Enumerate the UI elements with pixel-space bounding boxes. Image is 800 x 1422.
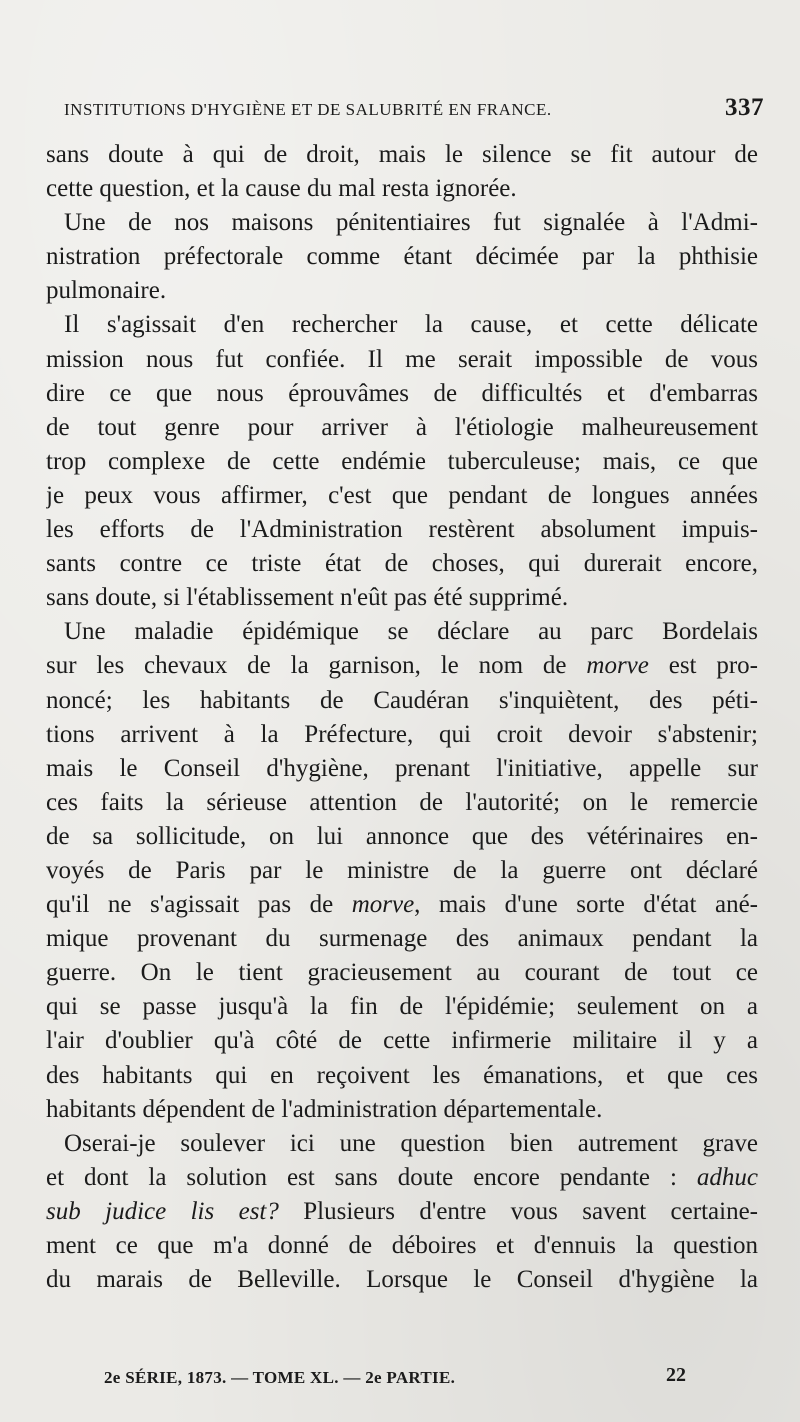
text-line: et dont la solution est sans doute encore pendante : adhuc (46, 1163, 758, 1191)
text-line: Oserai-je soulever ici une question bien autrement grave (64, 1129, 758, 1157)
text-line: sub judice lis est? Plusieurs d'entre vous savent certaine- (46, 1197, 758, 1225)
text-line: sans doute à qui de droit, mais le silence se fit autour de (46, 141, 758, 168)
running-title: INSTITUTIONS D'HYGIÈNE ET DE SALUBRITÉ EN FRANCE. (64, 100, 552, 119)
text-line: sants contre ce triste état de choses, qui durerait encore, (46, 550, 758, 578)
text-line: sur les chevaux de la garnison, le nom de morve est pro- (46, 652, 758, 680)
text-line: Il s'agissait d'en rechercher la cause, et cette délicate (64, 311, 758, 339)
running-head (64, 94, 764, 130)
text-line: dire ce que nous éprouvâmes de difficultés et d'embarras (46, 379, 758, 407)
footer-series-info: 2e SÉRIE, 1873. — TOME XL. — 2e PARTIE. (104, 1368, 456, 1387)
text-line: Une maladie épidémique se déclare au parc Bordelais (64, 618, 758, 646)
text-line: mique provenant du surmenage des animaux pendant la (46, 925, 758, 953)
text-line: qu'il ne s'agissait pas de morve, mais d'une sorte d'état ané- (46, 891, 758, 919)
text-line: habitants dépendent de l'administration départementale. (46, 1095, 603, 1123)
footer-signature-mark: 22 (666, 1364, 686, 1386)
text-line: qui se passe jusqu'à la fin de l'épidémie; seulement on a (46, 993, 758, 1021)
text-line: de sa sollicitude, on lui annonce que des vétérinaires en- (46, 822, 758, 850)
text-line: pulmonaire. (46, 277, 167, 305)
text-line: tions arrivent à la Préfecture, qui croit devoir s'abstenir; (46, 720, 758, 748)
body-text (46, 138, 758, 1297)
text-line: ment ce que m'a donné de déboires et d'ennuis la question (46, 1232, 758, 1259)
text-line: des habitants qui en reçoivent les émanations, et que ces (46, 1061, 758, 1089)
text-line: sans doute, si l'établissement n'eût pas été supprimé. (46, 584, 569, 612)
text-line: mais le Conseil d'hygiène, prenant l'initiative, appelle sur (46, 754, 758, 782)
text-line: trop complexe de cette endémie tuberculeuse; mais, ce que (46, 447, 758, 475)
text-line: du marais de Belleville. Lorsque le Conseil d'hygiène la (46, 1266, 758, 1294)
text-line: Une de nos maisons pénitentiaires fut signalée à l'Admi- (64, 209, 758, 237)
text-line: mission nous fut confiée. Il me serait impossible de vous (46, 345, 758, 373)
text-line: de tout genre pour arriver à l'étiologie malheureusement (46, 413, 758, 441)
text-line: voyés de Paris par le ministre de la guerre ont déclaré (46, 856, 758, 884)
text-line: l'air d'oublier qu'à côté de cette infirmerie militaire il y a (46, 1027, 758, 1055)
text-line: nistration préfectorale comme étant décimée par la phthisie (46, 243, 758, 271)
text-line: noncé; les habitants de Caudéran s'inquiètent, des péti- (46, 686, 758, 714)
text-line: cette question, et la cause du mal resta ignorée. (46, 175, 517, 203)
text-line: les efforts de l'Administration restèrent absolument impuis- (46, 516, 758, 544)
text-line: guerre. On le tient gracieusement au courant de tout ce (46, 959, 758, 987)
text-line: je peux vous affirmer, c'est que pendant de longues années (46, 481, 758, 509)
page-number: 337 (725, 94, 764, 121)
text-line: ces faits la sérieuse attention de l'autorité; on le remercie (46, 788, 758, 816)
page-footer (104, 1364, 708, 1398)
